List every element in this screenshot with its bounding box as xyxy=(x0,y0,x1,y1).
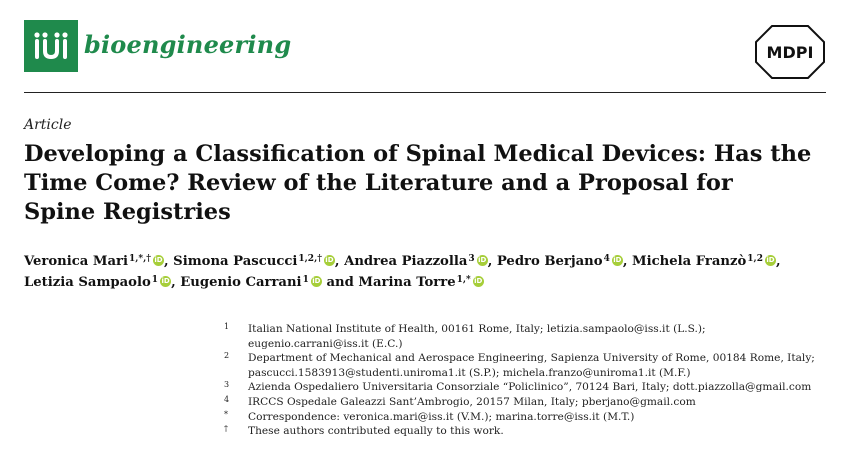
affiliation-list xyxy=(224,322,844,439)
header-divider xyxy=(24,92,826,93)
author-name[interactable]: Eugenio Carrani xyxy=(180,275,302,290)
author-name[interactable]: Simona Pascucci xyxy=(173,254,298,269)
article-title xyxy=(24,140,844,227)
journal-name[interactable]: bioengineering xyxy=(84,30,292,59)
publisher-name: MDPI xyxy=(766,43,814,62)
author-joiner: and xyxy=(326,275,354,290)
orcid-icon[interactable]: iD xyxy=(161,277,170,285)
affiliation-line: eugenio.carrani@iss.it (E.C.) xyxy=(248,337,403,350)
author-affiliation-mark: 1,2 xyxy=(747,254,763,264)
affiliation-line: Italian National Institute of Health, 00161 Rome, Italy; letizia.sampaolo@iss.it (L.S.); xyxy=(248,323,706,335)
author-affiliation-mark: 4 xyxy=(603,254,610,264)
affiliation-line: Azienda Ospedaliero Universitaria Consorziale “Policlinico”, 70124 Bari, Italy; dott.piazzolla@gmail.com xyxy=(248,381,812,394)
author-name[interactable]: Letizia Sampaolo xyxy=(24,275,151,290)
article-type: Article xyxy=(24,117,72,133)
affiliation-item xyxy=(224,351,844,380)
orcid-icon[interactable]: iD xyxy=(478,256,487,264)
author-name[interactable]: Michela Franzò xyxy=(632,254,747,269)
affiliation-mark: † xyxy=(224,424,228,434)
author-name[interactable]: Pedro Berjano xyxy=(496,254,603,269)
affiliation-line: Correspondence: veronica.mari@iss.it (V.M.); marina.torre@iss.it (M.T.) xyxy=(248,410,635,423)
author-name[interactable]: Veronica Mari xyxy=(24,254,129,269)
journal-logo-icon xyxy=(24,20,78,72)
author-name[interactable]: Andrea Piazzolla xyxy=(344,254,468,269)
orcid-icon[interactable]: iD xyxy=(474,277,483,285)
affiliation-item xyxy=(224,380,844,395)
author-affiliation-mark: 1,2,† xyxy=(298,254,322,264)
author-affiliation-mark: 1 xyxy=(151,275,159,285)
correspondence-item xyxy=(224,410,844,425)
affiliation-line: These authors contributed equally to this work. xyxy=(248,425,504,438)
author-affiliation-mark: 3 xyxy=(468,254,475,264)
title-line: Spine Registries xyxy=(24,199,231,225)
author-list: Veronica Mari$^{1,*,\dagger}$ iD, Simona Pascucci$^{1,2,\dagger}$ iD, Andrea Piazzolla$^3$ iD, Pedro Berjano$^4$ iD, Michela Franzò$^{1,2}$ iD, Letizia Sampaolo$^1$ iD, Eugenio Carrani$^1$ iD and Marina Torre$^{1,*}$ iD xyxy=(24,254,781,290)
orcid-icon[interactable]: iD xyxy=(154,256,163,264)
orcid-icon[interactable]: iD xyxy=(613,256,622,264)
mdpi-logo-icon[interactable] xyxy=(754,24,826,80)
affiliation-line: pascucci.1583913@studenti.uniroma1.it (S.P.); michela.franzo@uniroma1.it (M.F.) xyxy=(248,366,691,379)
journal-header xyxy=(24,20,826,96)
affiliation-mark: 3 xyxy=(224,380,230,390)
author-affiliation-mark: 1,*,† xyxy=(129,254,151,264)
orcid-icon[interactable]: iD xyxy=(325,256,334,264)
affiliation-line: IRCCS Ospedale Galeazzi Sant’Ambrogio, 20157 Milan, Italy; pberjano@gmail.com xyxy=(248,395,696,408)
affiliation-mark: * xyxy=(224,409,228,419)
author-affiliation-mark: 1,* xyxy=(456,275,471,285)
title-line: Developing a Classification of Spinal Medical Devices: Has the xyxy=(24,141,812,167)
affiliation-item xyxy=(224,322,844,351)
affiliation-mark: 4 xyxy=(224,394,230,404)
equal-contribution-note xyxy=(224,424,844,439)
affiliation-item xyxy=(224,395,844,410)
affiliation-line: Department of Mechanical and Aerospace Engineering, Sapienza University of Rome, 00184 Rome, Italy; xyxy=(248,352,815,365)
affiliation-mark: 2 xyxy=(224,351,230,361)
orcid-icon[interactable]: iD xyxy=(766,256,775,264)
author-name[interactable]: Marina Torre xyxy=(358,275,456,290)
affiliation-mark: 1 xyxy=(224,322,230,331)
orcid-icon[interactable]: iD xyxy=(312,277,321,285)
title-line: Time Come? Review of the Literature and a Proposal for xyxy=(24,170,733,196)
author-affiliation-mark: 1 xyxy=(302,275,309,285)
